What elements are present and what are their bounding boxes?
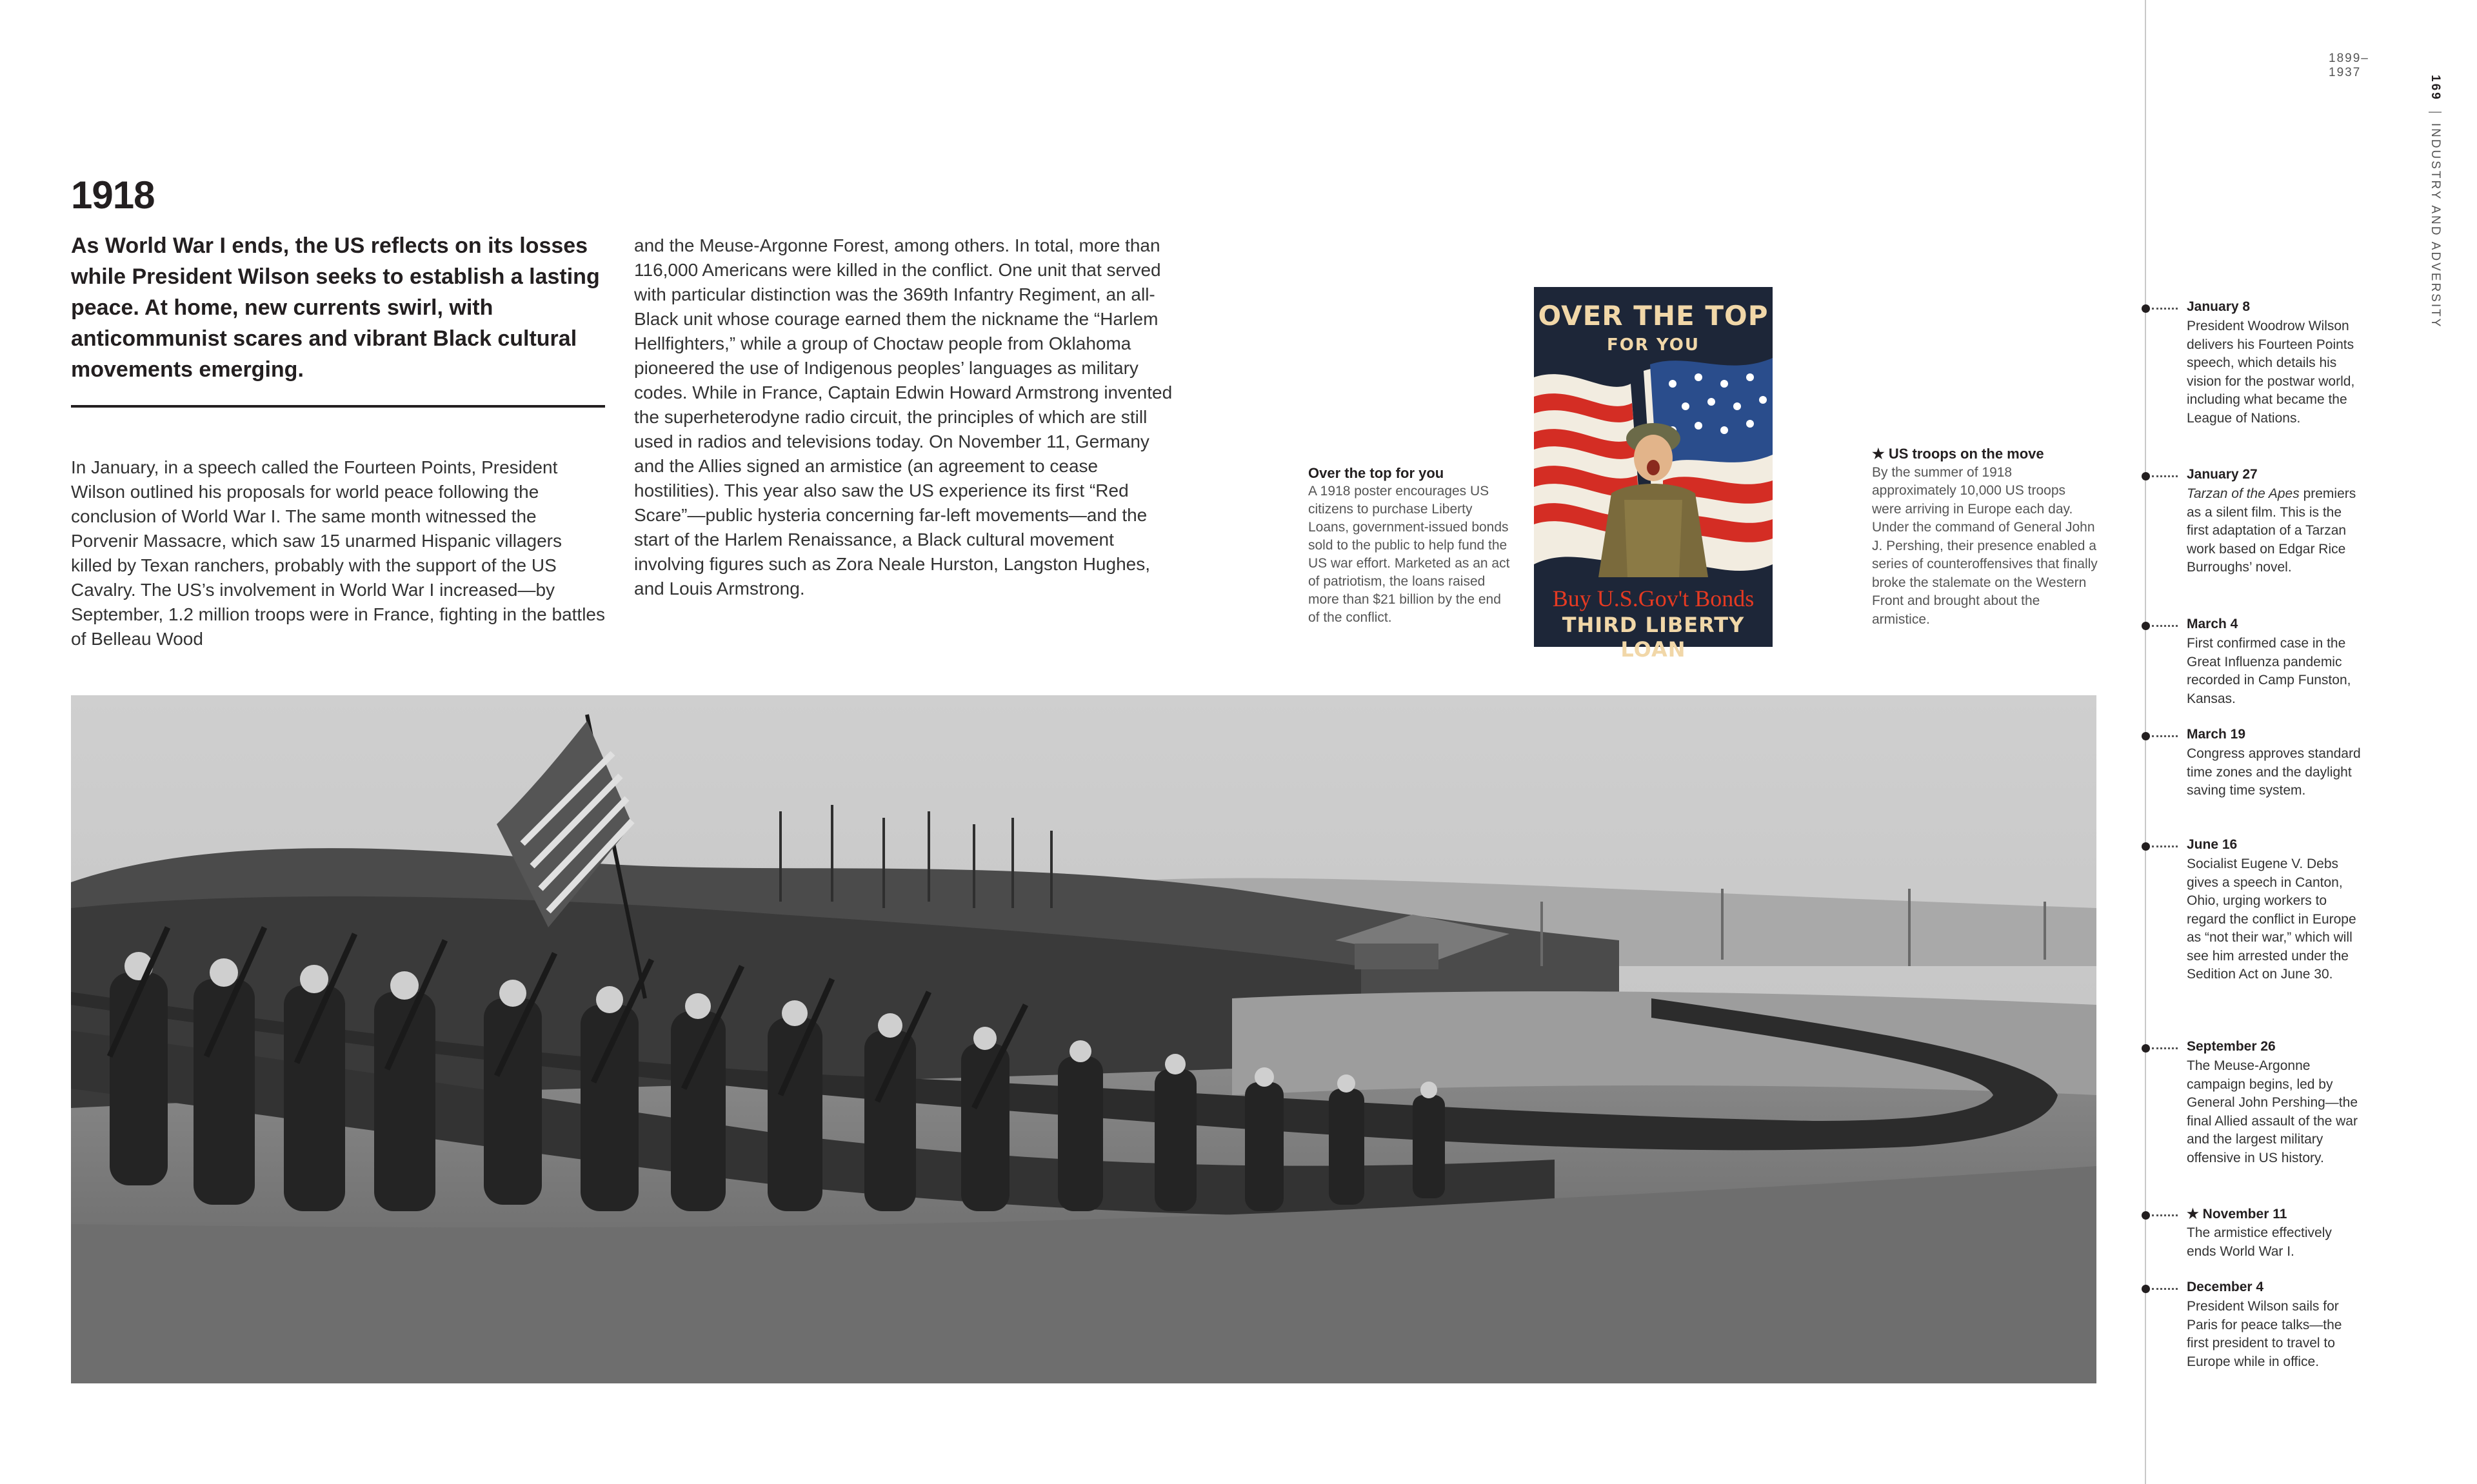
timeline-date: December 4 <box>2187 1280 2264 1294</box>
poster-subhead: FOR YOU <box>1606 335 1700 355</box>
poster-caption-title: Over the top for you <box>1308 465 1444 481</box>
timeline-leader <box>2152 1288 2178 1290</box>
photo-caption <box>1872 445 2098 629</box>
poster-footer-line-1: Buy U.S.Gov't Bonds <box>1552 586 1755 611</box>
timeline-dot <box>2142 1211 2150 1220</box>
body-column-1: In January, in a speech called the Fourteen Points, President Wilson outlined his proposals for world peace following the conclusion of World War I. The same month witnessed the Porvenir Massacre, which saw 15 unarmed Hispanic villagers killed by Texan ranchers, probably with the support of the US Cavalry. The US’s involvement in World War I increased—by September, 1.2 million troops were in France, fighting in the battles of Belleau Wood <box>71 457 605 649</box>
body-column-2: and the Meuse-Argonne Forest, among others. In total, more than 116,000 Americans were killed in the conflict. One unit that served with particular distinction was the 369th Infantry Regiment, an all-Black unit whose courage earned them the nickname the “Harlem Hellfighters,” while a group of Choctaw people from Oklahoma pioneered the use of Indigenous peoples’ languages as military codes. While in France, Captain Edwin Howard Armstrong invented the superheterodyne radio circuit, the principles of which are still used in radios and televisions today. On November 11, Germany and the Allies signed an armistice (an agreement to cease hostilities). This year also saw the US experience its first “Red Scare”—public hysteria concerning far-left movements—and the start of the Harlem Renaissance, a Black cultural movement involving figures such as Zora Neale Hurston, Langston Hughes, and Louis Armstrong. <box>634 235 1173 599</box>
liberty-loan-poster <box>1534 287 1773 662</box>
timeline-leader <box>2152 846 2178 847</box>
intro-paragraph: As World War I ends, the US reflects on its losses while President Wilson seeks to establish a lasting peace. At home, new currents swirl, with anticommunist scares and vibrant Black cultural movements emerging. <box>71 233 600 382</box>
timeline-date: March 19 <box>2187 727 2246 742</box>
film-title: Tarzan of the Apes <box>2187 486 2300 501</box>
timeline-dot <box>2142 304 2150 313</box>
chapter-running-head <box>2428 75 2442 346</box>
timeline-leader <box>2152 735 2178 737</box>
timeline-date: September 26 <box>2187 1039 2276 1054</box>
chapter-title: INDUSTRY AND ADVERSITY <box>2429 123 2442 329</box>
page-title: 1918 <box>71 173 155 217</box>
timeline-dot <box>2142 1285 2150 1293</box>
timeline-date: ★ November 11 <box>2187 1207 2287 1222</box>
timeline-date: January 27 <box>2187 467 2258 482</box>
timeline-leader <box>2152 475 2178 477</box>
date-range: 1899–1937 <box>2329 52 2369 79</box>
timeline-text: First confirmed case in the Great Influenza pandemic recorded in Camp Funston, Kansas. <box>2187 636 2351 706</box>
poster-caption <box>1308 464 1515 627</box>
timeline-text: Socialist Eugene V. Debs gives a speech in Canton, Ohio, urging workers to regard the conflict in Europe as “not their war,” which will see him arrested under the Sedition Act on June 30. <box>2187 856 2356 982</box>
timeline-date: June 16 <box>2187 837 2238 852</box>
timeline-text-rest: premiers as a silent film. This is the first adaptation of a Tarzan work based on Edgar Rice Burroughs’ novel. <box>2187 486 2356 575</box>
timeline-text: Congress approves standard time zones and the daylight saving time system. <box>2187 746 2361 798</box>
head-separator <box>2429 112 2442 113</box>
photo-caption-text: By the summer of 1918 approximately 10,000 US troops were arriving in Europe each day. Under the command of General John J. Pershing, their presence enabled a series of counteroffensives that finally broke the stalemate on the Western Front and brought about the armistice. <box>1872 464 2098 627</box>
timeline-leader <box>2152 625 2178 627</box>
troops-photo-artwork <box>71 695 2096 1383</box>
timeline-dot <box>2142 1044 2150 1053</box>
timeline-dot <box>2142 732 2150 740</box>
timeline-leader <box>2152 1214 2178 1216</box>
timeline-dot <box>2142 472 2150 480</box>
timeline-text: The armistice effectively ends World War I. <box>2187 1225 2332 1259</box>
timeline-text: President Wilson sails for Paris for peace talks—the first president to travel to Europe while in office. <box>2187 1299 2342 1369</box>
margin-divider <box>2145 0 2146 1484</box>
photo-caption-title: ★ US troops on the move <box>1872 446 2044 462</box>
timeline-text: President Woodrow Wilson delivers his Fourteen Points speech, which details his vision for the postwar world, including what became the League of Nations. <box>2187 319 2355 426</box>
timeline-date: January 8 <box>2187 299 2251 314</box>
poster-footer-line-2: THIRD LIBERTY LOAN <box>1562 613 1745 662</box>
timeline-text <box>2187 485 2361 577</box>
timeline-leader <box>2152 308 2178 310</box>
poster-caption-text: A 1918 poster encourages US citizens to purchase Liberty Loans, government-issued bonds sold to the public to help fund the US war effort. Marketed as an act of patriotism, the loans raised more than $21 billion by the end of the conflict. <box>1308 484 1510 625</box>
timeline-text: The Meuse-Argonne campaign begins, led by General John Pershing—the final Allied assault of the war and the largest military offensive in US history. <box>2187 1058 2358 1165</box>
timeline-leader <box>2152 1047 2178 1049</box>
timeline-dot <box>2142 842 2150 851</box>
poster-headline: OVER THE TOP <box>1538 300 1769 331</box>
intro-rule <box>71 405 605 408</box>
timeline-dot <box>2142 622 2150 630</box>
page-number: 169 <box>2429 75 2442 101</box>
timeline-date: March 4 <box>2187 617 2238 631</box>
troops-marching-photo <box>71 695 2096 1383</box>
